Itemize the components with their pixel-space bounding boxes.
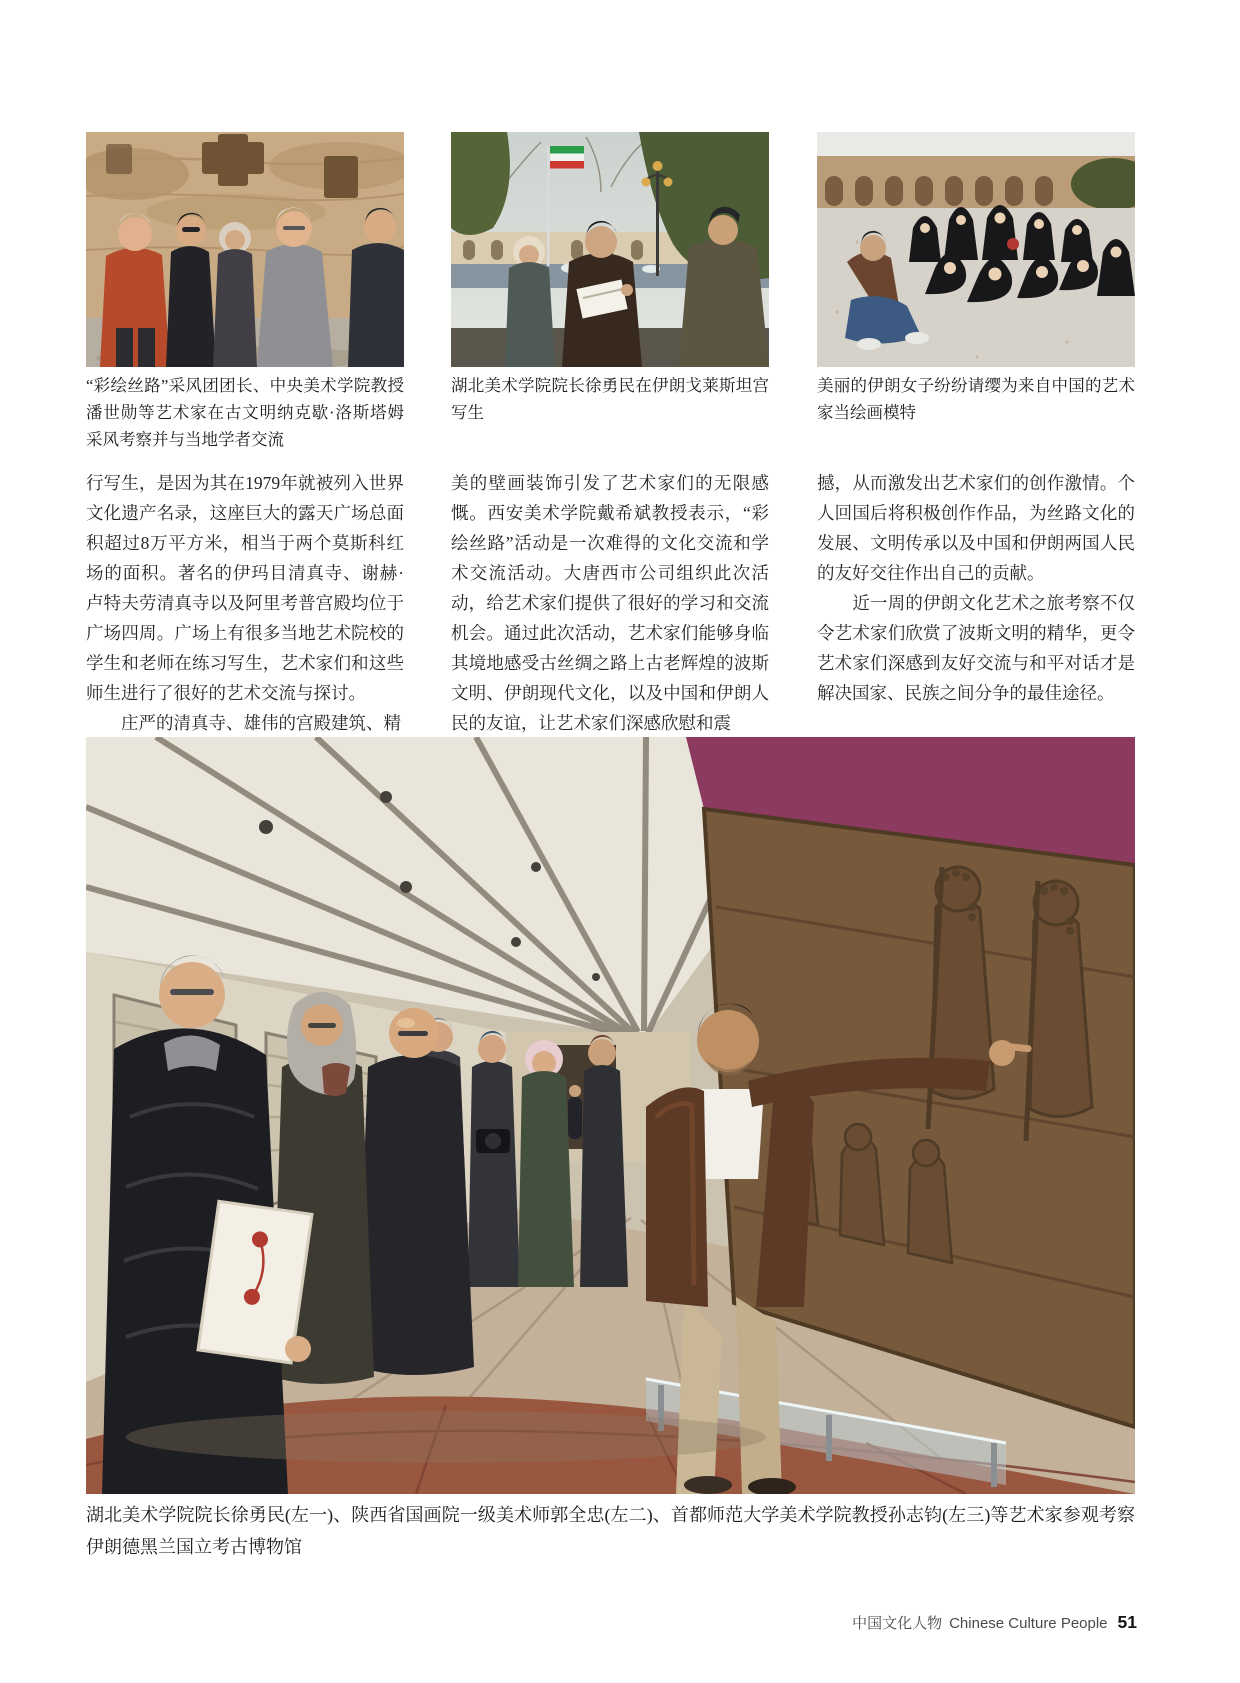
article-column-1 xyxy=(86,468,404,738)
article-column-3 xyxy=(817,468,1135,708)
photo-tehran-museum xyxy=(86,737,1135,1494)
group-shadow xyxy=(126,1411,766,1463)
page-footer xyxy=(852,1612,1137,1633)
body-paragraph: 美的壁画装饰引发了艺术家们的无限感慨。西安美术学院戴希斌教授表示，“彩绘丝路”活动是一次难得的文化交流和学术交流活动。大唐西市公司组织此次活动，给艺术家们提供了很好的学习和交流机会。通过此次活动，艺术家们能够身临其境地感受古丝绸之路上古老辉煌的波斯文明、伊朗现代文化，以及中国和伊朗人民的友谊，让艺术家们深感欣慰和震 xyxy=(451,473,769,733)
body-paragraph: 庄严的清真寺、雄伟的宫殿建筑、精 xyxy=(86,713,401,733)
red-scarf-accent xyxy=(1007,238,1019,250)
main-photo-caption: 湖北美术学院院长徐勇民(左一)、陕西省国画院一级美术师郭全忠(左二)、首都师范大学美术学院教授孙志钧(左三)等艺术家参观考察伊朗德黑兰国立考古博物馆 xyxy=(86,1505,1135,1557)
journal-name-en: Chinese Culture People xyxy=(949,1615,1108,1632)
photo1-caption: “彩绘丝路”采风团团长、中央美术学院教授潘世勋等艺术家在古文明纳克歇·洛斯塔姆采风考察并与当地学者交流 xyxy=(86,376,404,449)
photo3-caption: 美丽的伊朗女子纷纷请缨为来自中国的艺术家当绘画模特 xyxy=(817,376,1135,422)
article-column-2 xyxy=(451,468,769,738)
journal-name-cn: 中国文化人物 xyxy=(852,1615,943,1632)
naqsh-e-rostam-illustration xyxy=(86,132,404,367)
museum-illustration xyxy=(86,737,1135,1494)
woman-pink-scarf xyxy=(518,1040,574,1287)
page-number: 51 xyxy=(1117,1612,1137,1632)
plaza-illustration xyxy=(817,132,1135,367)
photo-iranian-models xyxy=(817,132,1135,367)
gray-scarf xyxy=(164,1035,220,1071)
golestan-illustration xyxy=(451,132,769,367)
plaid-scarf xyxy=(322,1063,350,1096)
photo-naqsh-e-rostam xyxy=(86,132,404,367)
body-paragraph: 撼，从而激发出艺术家们的创作激情。个人回国后将积极创作作品，为丝路文化的发展、文明传承以及中国和伊朗两国人民的友好交往作出自己的贡献。 xyxy=(817,473,1135,583)
photo-golestan-sketching xyxy=(451,132,769,367)
body-paragraph: 近一周的伊朗文化艺术之旅考察不仅令艺术家们欣赏了波斯文明的精华，更令艺术家们深感到友好交流与和平对话才是解决国家、民族之间分争的最佳途径。 xyxy=(817,593,1135,703)
body-paragraph: 行写生，是因为其在1979年就被列入世界文化遗产名录，这座巨大的露天广场总面积超过8万平方米，相当于两个莫斯科红场的面积。著名的伊玛目清真寺、谢赫·卢特夫劳清真寺以及阿里考普宫殿均位于广场四周。广场上有很多当地艺术院校的学生和老师在练习写生，艺术家们和这些师生进行了很好的艺术交流与探讨。 xyxy=(86,473,404,703)
photo2-caption: 湖北美术学院院长徐勇民在伊朗戈莱斯坦宫写生 xyxy=(451,376,769,422)
